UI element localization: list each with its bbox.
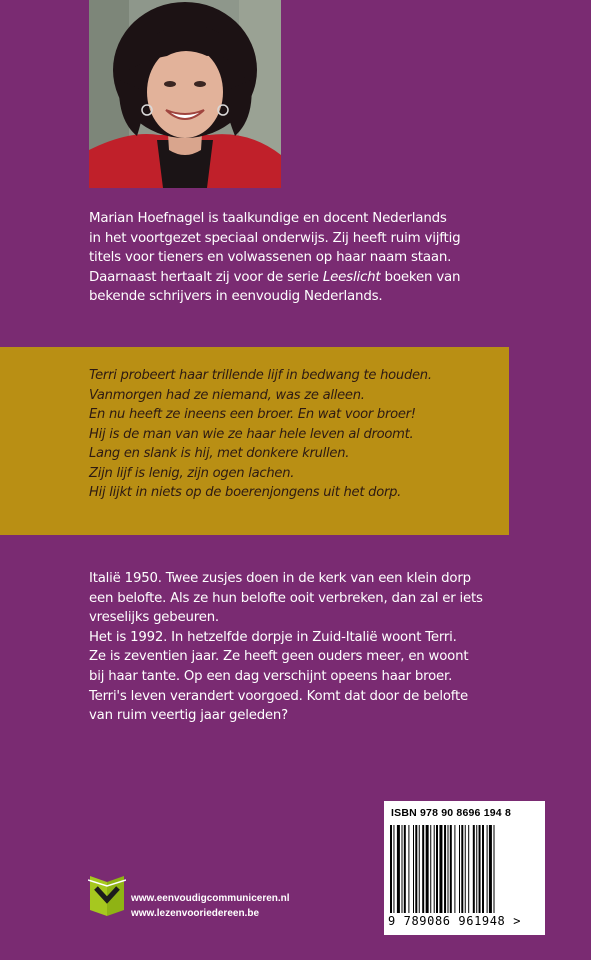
barcode-stripe [461, 825, 463, 913]
barcode-stripe [476, 825, 477, 913]
publisher-logo [88, 872, 126, 924]
barcode-stripe [415, 825, 417, 913]
blurb-line: Het is 1992. In hetzelfde dorpje in Zuid-Italië woont Terri. [89, 629, 457, 645]
barcode-stripe [426, 825, 429, 913]
barcode-bars [390, 825, 539, 913]
barcode-stripe [482, 825, 484, 913]
barcode-stripe [468, 825, 469, 913]
author-bio-line: Marian Hoefnagel is taalkundige en docent Nederlands [89, 211, 447, 226]
series-name: Leeslicht [322, 269, 381, 285]
barcode-stripe [459, 825, 460, 913]
barcode-stripe [408, 825, 409, 913]
barcode-stripe [402, 825, 403, 913]
quote-line: Terri probeert haar trillende lijf in bedwang te houden. [89, 368, 432, 383]
publisher-url-link[interactable]: www.eenvoudigcommuniceren.nl [131, 893, 290, 904]
barcode-stripe [494, 825, 495, 913]
blurb-line: Italië 1950. Twee zusjes doen in de kerk van een klein dorp [89, 571, 471, 586]
barcode-box [384, 801, 545, 935]
barcode-stripe [439, 825, 442, 913]
quote-line: Hij is de man van wie ze haar hele leven al droomt. [89, 426, 414, 442]
quote-line: Vanmorgen had ze niemand, was ze alleen. [89, 387, 365, 403]
blurb-line: bij haar tante. Op een dag verschijnt opeens haar broer. [89, 668, 453, 684]
blurb-line: een belofte. Als ze hun belofte ooit verbreken, dan zal er iets [89, 590, 483, 606]
blurb-line: Terri's leven verandert voorgoed. Komt dat door de belofte [89, 688, 469, 704]
barcode-stripe [434, 825, 435, 913]
publisher-url-link[interactable]: www.lezenvooriedereen.be [131, 908, 260, 919]
barcode-stripe [487, 825, 488, 913]
barcode-stripe [465, 825, 466, 913]
isbn-label: ISBN 978 90 8696 194 8 [391, 807, 511, 819]
author-photo [89, 0, 281, 188]
barcode-stripe [419, 825, 420, 913]
author-bio-text: Daarnaast hertaalt zij voor de serie [89, 269, 323, 285]
barcode-stripe [436, 825, 438, 913]
barcode-stripe [448, 825, 449, 913]
blurb-line: van ruim veertig jaar geleden? [89, 708, 288, 724]
barcode-stripe [404, 825, 406, 913]
barcode-stripe [454, 825, 455, 913]
author-bio-line [89, 268, 529, 288]
barcode-stripe [393, 825, 394, 913]
author-bio-line: in het voortgezet speciaal onderwijs. Zij heeft ruim vijftig [89, 230, 461, 246]
barcode-stripe [489, 825, 492, 913]
book-blurb [89, 569, 529, 726]
publisher-urls [131, 891, 290, 921]
barcode-stripe [473, 825, 475, 913]
author-bio-line: titels voor tieners en volwassenen op haar naam staan. [89, 250, 452, 265]
barcode-stripe [397, 825, 400, 913]
author-bio [89, 209, 529, 307]
barcode-stripe [413, 825, 414, 913]
quote-line: En nu heeft ze ineens een broer. En wat voor broer! [89, 407, 416, 422]
quote-line: Zijn lijf is lenig, zijn ogen lachen. [89, 465, 295, 481]
excerpt-quote [89, 366, 499, 503]
author-bio-text: boeken van [380, 269, 461, 285]
barcode-stripe [430, 825, 431, 913]
barcode-stripe [479, 825, 481, 913]
quote-line: Hij lijkt in niets op de boerenjongens uit het dorp. [89, 485, 402, 500]
barcode-stripe [444, 825, 446, 913]
quote-line: Lang en slank is hij, met donkere krullen. [89, 446, 350, 461]
blurb-line: Ze is zeventien jaar. Ze heeft geen ouders meer, en woont [89, 649, 469, 665]
barcode-stripe [390, 825, 392, 913]
author-portrait-image [89, 0, 281, 188]
barcode-stripe [422, 825, 424, 913]
barcode-digits: 9 789086 961948 > [388, 914, 522, 928]
quote-band [0, 347, 509, 535]
author-bio-line: bekende schrijvers in eenvoudig Nederlands. [89, 289, 383, 304]
barcode-stripe [450, 825, 452, 913]
book-logo-icon [88, 872, 126, 920]
blurb-line: vreselijks gebeuren. [89, 610, 219, 626]
